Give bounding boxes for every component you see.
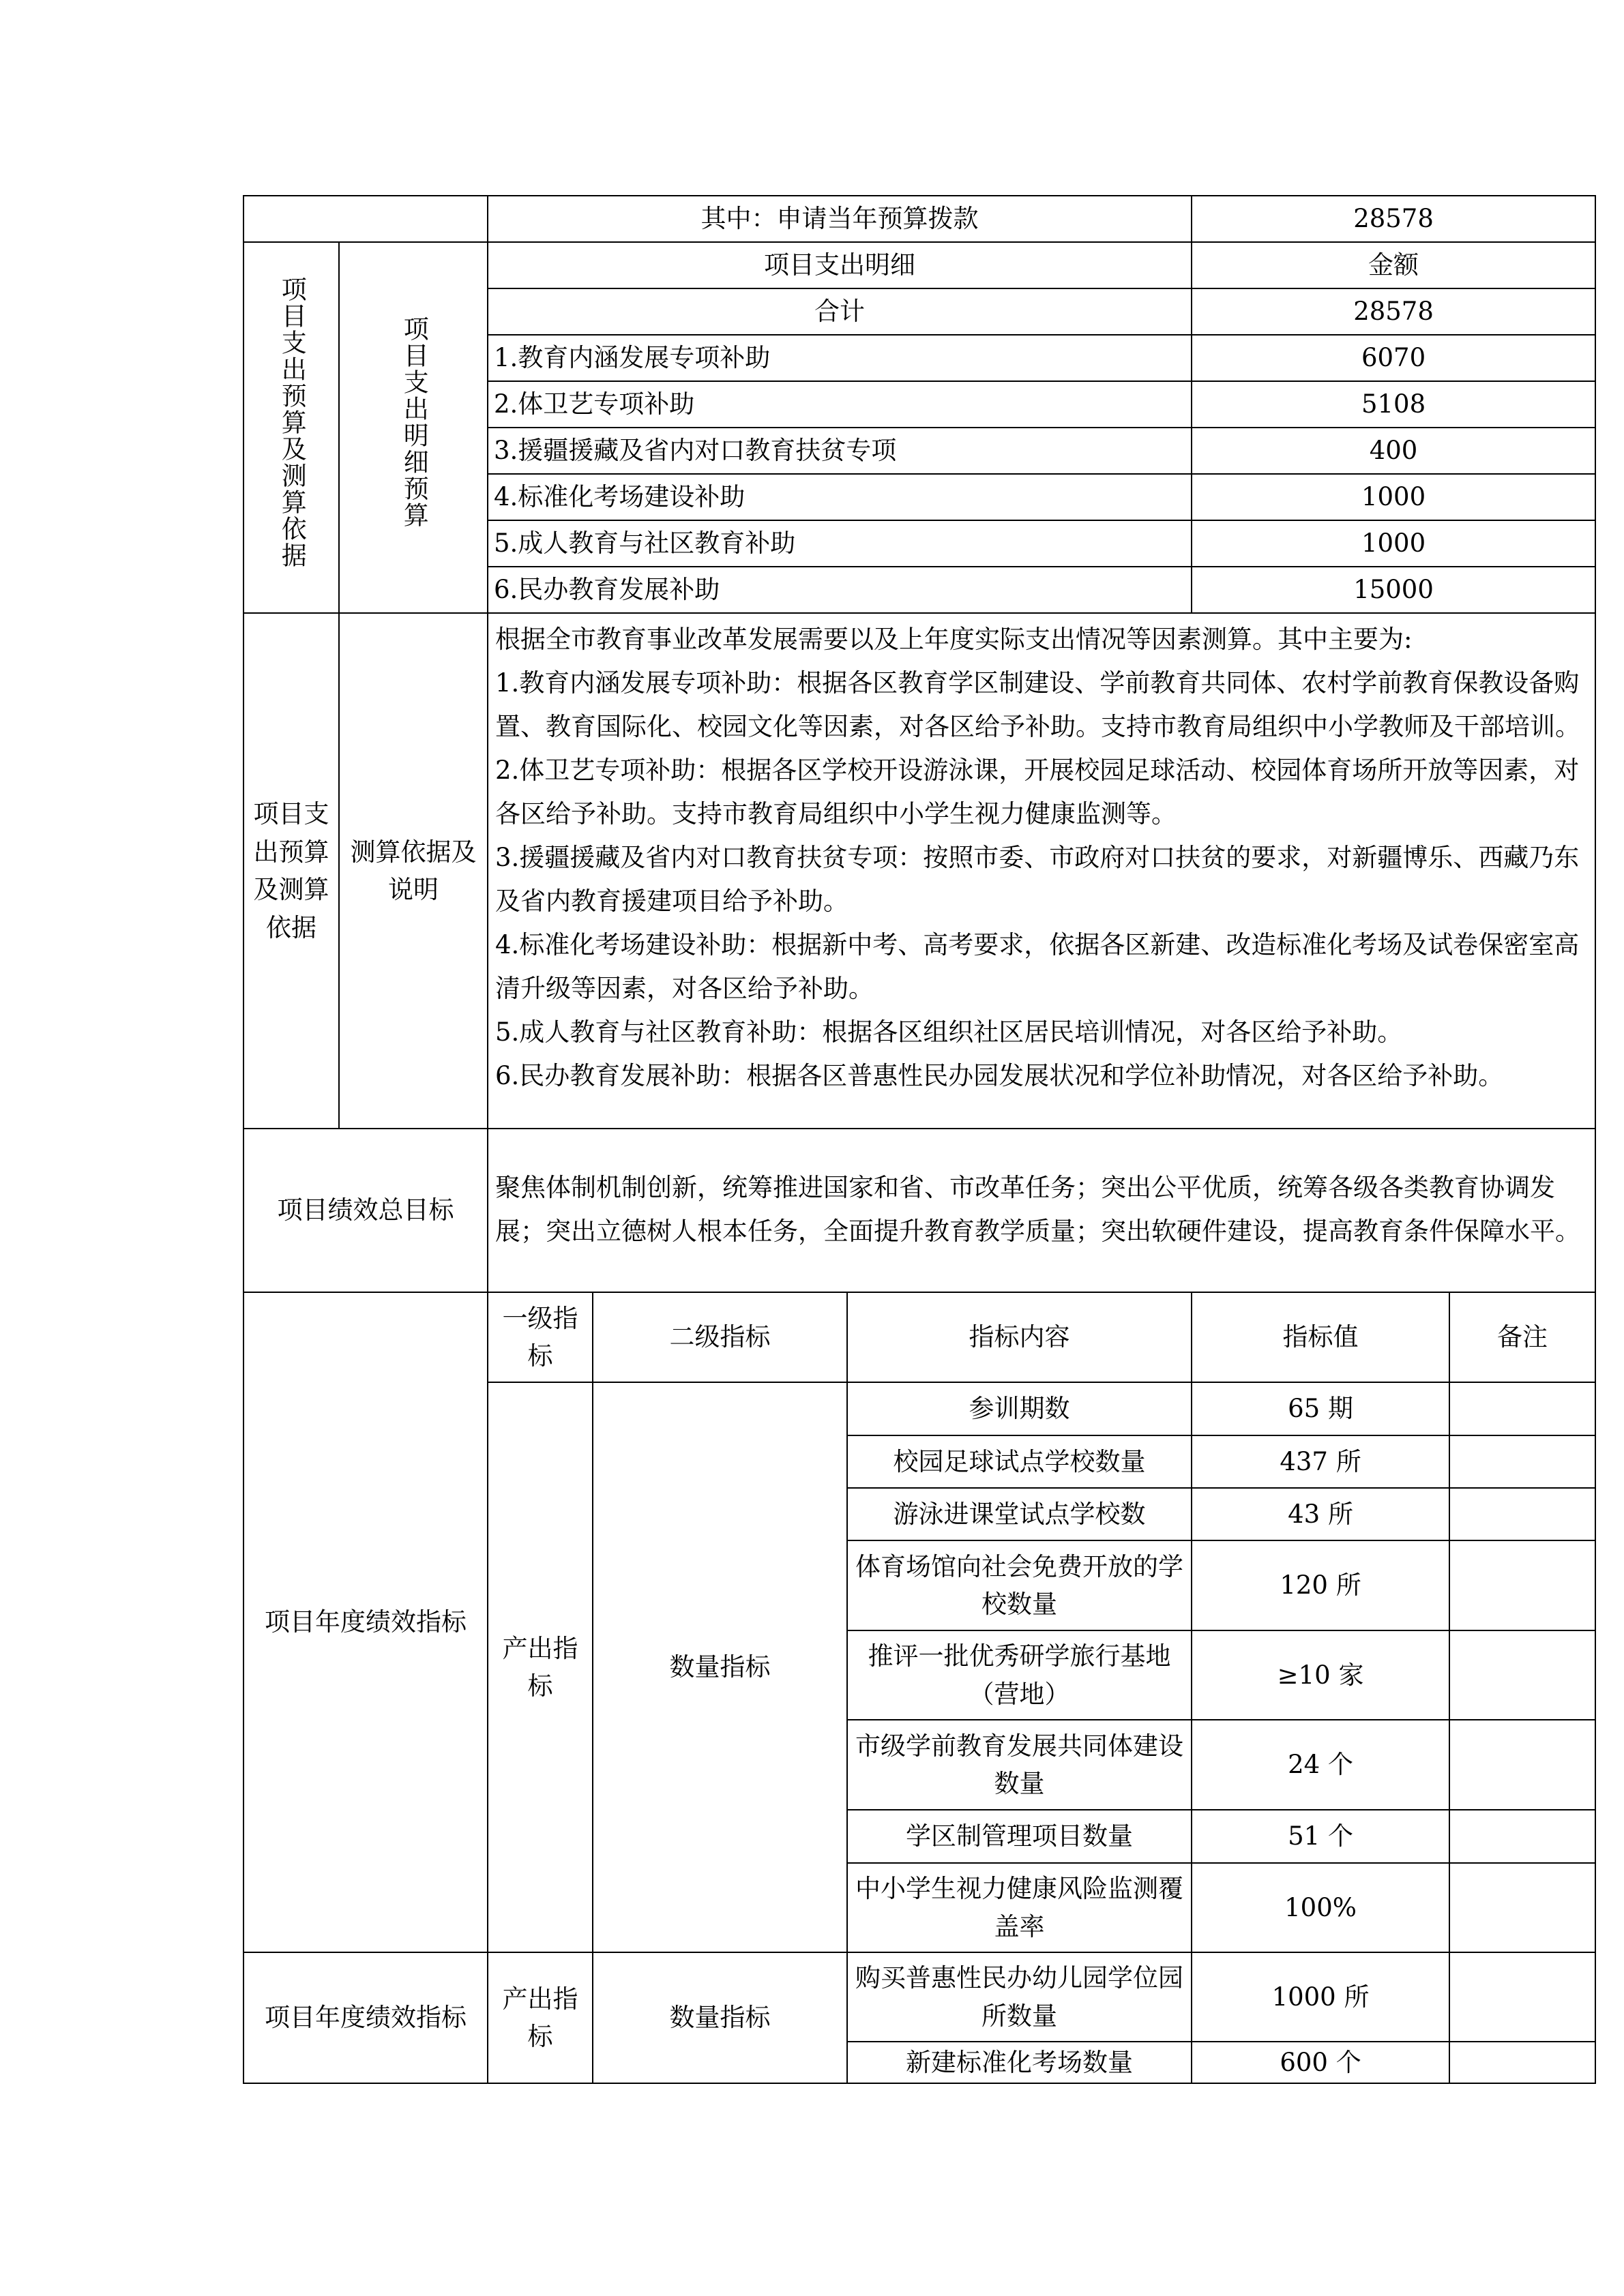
level2-cell: 数量指标 bbox=[593, 1382, 847, 1952]
indicator-value: 51 个 bbox=[1192, 1810, 1449, 1863]
appropriation-label: 其中：申请当年预算拨款 bbox=[488, 196, 1192, 242]
indicator-content: 游泳进课堂试点学校数 bbox=[847, 1488, 1192, 1540]
budget-item-amount: 400 bbox=[1192, 428, 1595, 474]
indicator-content: 校园足球试点学校数量 bbox=[847, 1435, 1192, 1488]
indicator-value: 1000 所 bbox=[1192, 1952, 1449, 2042]
basis-paragraph: 5.成人教育与社区教育补助：根据各区组织社区居民培训情况，对各区给予补助。 bbox=[495, 1017, 1403, 1047]
budget-item-name: 1.教育内涵发展专项补助 bbox=[488, 335, 1192, 381]
budget-item-amount: 1000 bbox=[1192, 520, 1595, 567]
basis-paragraph: 根据全市教育事业改革发展需要以及上年度实际支出情况等因素测算。其中主要为: bbox=[495, 625, 1413, 654]
basis-paragraph: 3.援疆援藏及省内对口教育扶贫专项：按照市委、市政府对口扶贫的要求，对新疆博乐、西藏乃东及省内教育援建项目给予补助。 bbox=[495, 843, 1580, 916]
level1-header: 一级指标 bbox=[488, 1292, 593, 1382]
content-header: 指标内容 bbox=[847, 1292, 1192, 1382]
level2-header: 二级指标 bbox=[593, 1292, 847, 1382]
budget-table bbox=[243, 195, 1596, 2084]
amount-header: 金额 bbox=[1192, 242, 1595, 288]
indicator-value: 100% bbox=[1192, 1863, 1449, 1952]
indicator-note bbox=[1449, 1952, 1595, 2042]
indicator-value: ≥10 家 bbox=[1192, 1630, 1449, 1720]
budget-item-amount: 15000 bbox=[1192, 567, 1595, 613]
basis-sub-label: 测算依据及说明 bbox=[339, 613, 488, 1129]
indicator-note bbox=[1449, 1863, 1595, 1952]
indicator-content: 学区制管理项目数量 bbox=[847, 1810, 1192, 1863]
level1-cell: 产出指标 bbox=[488, 1382, 593, 1952]
indicator-value: 600 个 bbox=[1192, 2042, 1449, 2083]
budget-item-name: 3.援疆援藏及省内对口教育扶贫专项 bbox=[488, 428, 1192, 474]
goal-label: 项目绩效总目标 bbox=[243, 1129, 488, 1292]
indicator-value: 120 所 bbox=[1192, 1540, 1449, 1630]
indicator-note bbox=[1449, 1488, 1595, 1540]
budget-item-name: 6.民办教育发展补助 bbox=[488, 567, 1192, 613]
total-label: 合计 bbox=[488, 288, 1192, 335]
indicator-content: 市级学前教育发展共同体建设数量 bbox=[847, 1720, 1192, 1810]
indicator-note bbox=[1449, 2042, 1595, 2083]
detail-budget-label: 项目支出明细预算 bbox=[339, 242, 488, 613]
detail-header: 项目支出明细 bbox=[488, 242, 1192, 288]
basis-paragraph: 1.教育内涵发展专项补助：根据各区教育学区制建设、学前教育共同体、农村学前教育保教设备购置、教育国际化、校园文化等因素，对各区给予补助。支持市教育局组织中小学教师及干部培训。 bbox=[495, 668, 1580, 741]
note-header: 备注 bbox=[1449, 1292, 1595, 1382]
basis-text bbox=[488, 613, 1595, 1129]
indicator-value: 43 所 bbox=[1192, 1488, 1449, 1540]
budget-item-name: 5.成人教育与社区教育补助 bbox=[488, 520, 1192, 567]
indicator-section-label: 项目年度绩效指标 bbox=[243, 1292, 488, 1952]
basis-paragraph: 2.体卫艺专项补助：根据各区学校开设游泳课，开展校园足球活动、校园体育场所开放等因素，对各区给予补助。支持市教育局组织中小学生视力健康监测等。 bbox=[495, 756, 1580, 829]
basis-paragraph: 6.民办教育发展补助：根据各区普惠性民办园发展状况和学位补助情况，对各区给予补助。 bbox=[495, 1061, 1504, 1090]
basis-section-label: 项目支出预算及测算依据 bbox=[243, 613, 339, 1129]
value-header: 指标值 bbox=[1192, 1292, 1449, 1382]
indicator-content: 购买普惠性民办幼儿园学位园所数量 bbox=[847, 1952, 1192, 2042]
indicator-value: 65 期 bbox=[1192, 1382, 1449, 1435]
indicator-content: 参训期数 bbox=[847, 1382, 1192, 1435]
indicator-note bbox=[1449, 1435, 1595, 1488]
indicator-note bbox=[1449, 1630, 1595, 1720]
appropriation-value: 28578 bbox=[1192, 196, 1595, 242]
goal-text: 聚焦体制机制创新，统筹推进国家和省、市改革任务；突出公平优质，统筹各级各类教育协调发展；突出立德树人根本任务，全面提升教育教学质量；突出软硬件建设，提高教育条件保障水平。 bbox=[488, 1129, 1595, 1292]
budget-item-amount: 1000 bbox=[1192, 474, 1595, 520]
indicator-section-label: 项目年度绩效指标 bbox=[243, 1952, 488, 2083]
budget-item-name: 4.标准化考场建设补助 bbox=[488, 474, 1192, 520]
indicator-note bbox=[1449, 1540, 1595, 1630]
indicator-content: 新建标准化考场数量 bbox=[847, 2042, 1192, 2083]
indicator-note bbox=[1449, 1810, 1595, 1863]
indicator-value: 437 所 bbox=[1192, 1435, 1449, 1488]
indicator-content: 中小学生视力健康风险监测覆盖率 bbox=[847, 1863, 1192, 1952]
budget-item-amount: 5108 bbox=[1192, 381, 1595, 428]
total-value: 28578 bbox=[1192, 288, 1595, 335]
level1-cell: 产出指标 bbox=[488, 1952, 593, 2083]
indicator-content: 推评一批优秀研学旅行基地（营地） bbox=[847, 1630, 1192, 1720]
budget-section-label: 项目支出预算及测算依据 bbox=[243, 242, 339, 613]
basis-paragraph: 4.标准化考场建设补助：根据新中考、高考要求，依据各区新建、改造标准化考场及试卷保密室高清升级等因素，对各区给予补助。 bbox=[495, 930, 1580, 1003]
indicator-content: 体育场馆向社会免费开放的学校数量 bbox=[847, 1540, 1192, 1630]
indicator-note bbox=[1449, 1720, 1595, 1810]
budget-item-name: 2.体卫艺专项补助 bbox=[488, 381, 1192, 428]
blank-header-cell bbox=[243, 196, 488, 242]
indicator-note bbox=[1449, 1382, 1595, 1435]
level2-cell: 数量指标 bbox=[593, 1952, 847, 2083]
budget-item-amount: 6070 bbox=[1192, 335, 1595, 381]
indicator-value: 24 个 bbox=[1192, 1720, 1449, 1810]
